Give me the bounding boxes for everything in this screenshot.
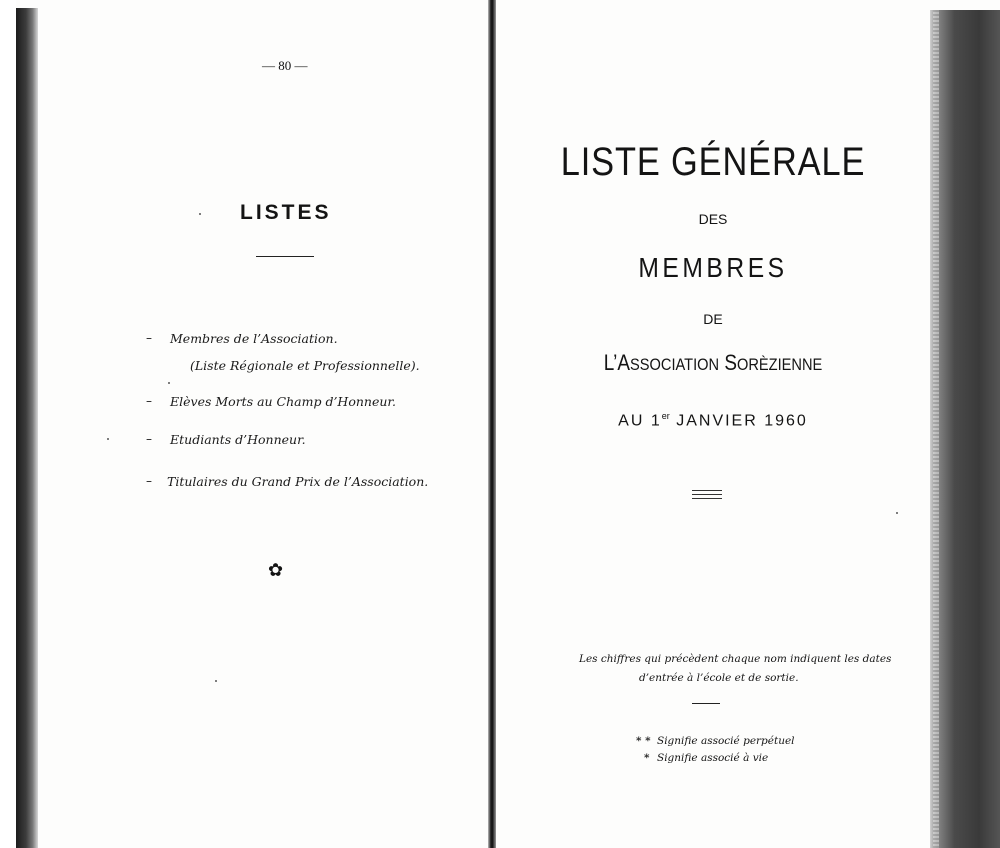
- scan-speck: [215, 680, 217, 682]
- assoc-initial: L’A: [603, 350, 631, 375]
- heading-rule: [256, 256, 314, 257]
- legend-text: Signifie associé à vie: [657, 752, 769, 764]
- assoc-rest: SSOCIATION: [630, 355, 720, 374]
- date-prefix: AU 1: [618, 412, 662, 430]
- flower-ornament-icon: ✿: [268, 560, 284, 581]
- list-item: Etudiants d’Honneur.: [170, 432, 306, 447]
- list-item: Membres de l’Association.: [170, 331, 338, 346]
- page-number: — 80 —: [262, 58, 308, 73]
- legend-text: Signifie associé perpétuel: [657, 735, 795, 747]
- title-line-5: [526, 350, 899, 376]
- ornament-rule: [692, 490, 722, 491]
- note-rule: [692, 703, 720, 704]
- scan-speck: [896, 512, 898, 514]
- scan-speck: [107, 438, 109, 440]
- list-item: Elèves Morts au Champ d’Honneur.: [170, 394, 396, 409]
- left-book-edge: [16, 8, 38, 848]
- title-line-3: MEMBRES: [638, 252, 788, 283]
- scan-speck: [199, 213, 201, 215]
- date-suffix: JANVIER 1960: [669, 412, 808, 430]
- legend-symbol: * *: [636, 735, 651, 747]
- title-line-4: DE: [703, 311, 723, 327]
- scan-margin: [0, 0, 16, 848]
- list-item-sub: (Liste Régionale et Professionnelle).: [190, 358, 420, 373]
- ornament-rule: [692, 494, 722, 495]
- list-item: Titulaires du Grand Prix de l’Association.: [167, 474, 429, 489]
- note-line-1: Les chiffres qui précèdent chaque nom indiquent les dates: [579, 653, 892, 665]
- book-gutter: [488, 0, 496, 848]
- date-line: [496, 411, 930, 430]
- list-dash: –: [146, 394, 152, 408]
- right-book-edge: [930, 10, 1000, 848]
- list-dash: –: [146, 432, 152, 446]
- list-dash: –: [146, 331, 152, 345]
- ornament-rule: [692, 498, 722, 499]
- right-page-stack: [933, 10, 939, 848]
- title-line-2: DES: [698, 211, 728, 227]
- sorez-rest: ORÈZIENNE: [736, 355, 823, 374]
- page-heading: LISTES: [240, 201, 332, 224]
- list-dash: –: [146, 474, 152, 488]
- sorez-initial: S: [719, 350, 737, 375]
- note-line-2: d’entrée à l’école et de sortie.: [639, 672, 799, 684]
- title-line-1: LISTE GÉNÉRALE: [560, 140, 866, 184]
- date-superscript: er: [661, 411, 670, 421]
- legend-symbol: *: [644, 752, 650, 764]
- scan-speck: [168, 382, 170, 384]
